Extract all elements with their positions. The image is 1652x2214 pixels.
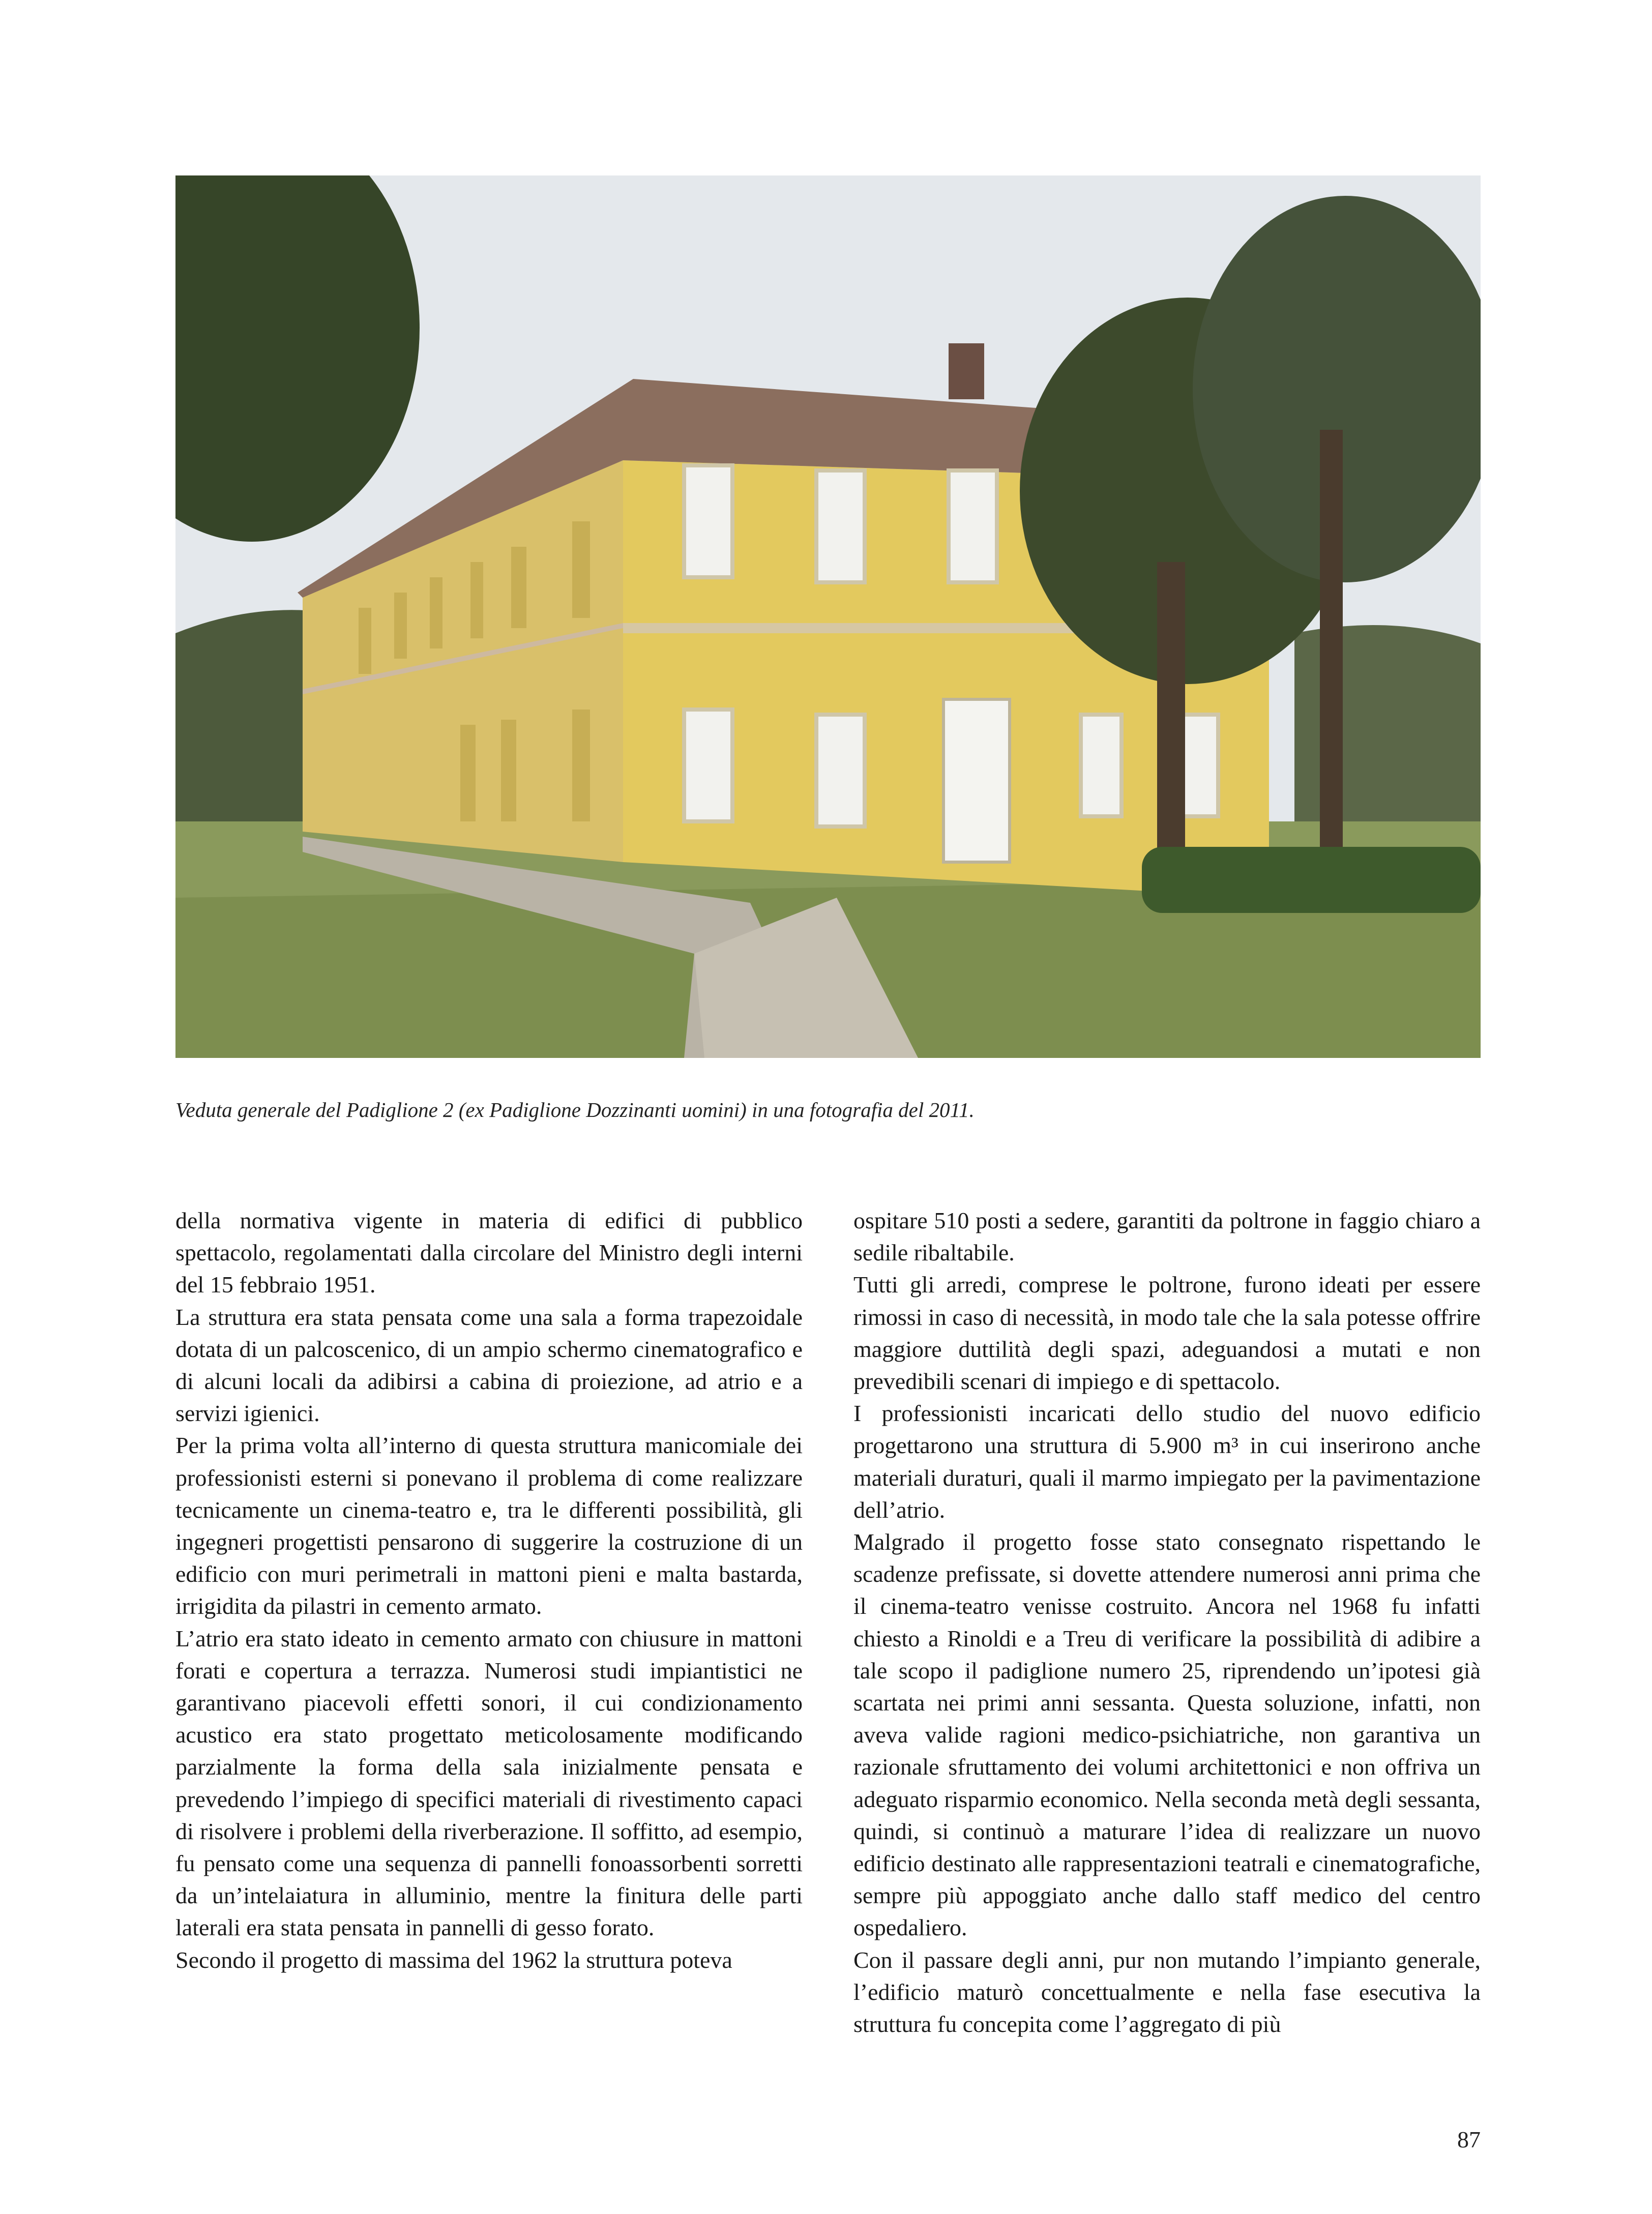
paragraph: della normativa vigente in materia di edifici di pubblico spettacolo, regolamentati dalla circolare del Ministro degli interni del 15 febbraio 1951. [175, 1207, 803, 1298]
paragraph: Secondo il progetto di massima del 1962 la struttura poteva [175, 1946, 732, 1973]
paragraph: L’atrio era stato ideato in cemento armato con chiusure in mattoni forati e copertura a terrazza. Numerosi studi impiantistici ne garantivano piacevoli effetti sonori, il cui condizionamento acustico era stato progettato meticolosamente modificando parzialmente la forma della sala inizialmente pensata e prevedendo l’impiego di specifici materiali di rivestimento capaci di risolvere i problemi della riverberazione. Il soffitto, ad esempio, fu pensato come una sequenza di pannelli fonoassorbenti sorretti da un’intelaiatura in alluminio, mentre la finitura delle parti laterali era stata pensata in pannelli di gesso forato. [175, 1625, 803, 1941]
paragraph: Per la prima volta all’interno di questa struttura manicomiale dei professionisti esterni si ponevano il problema di come realizzare tecnicamente un cinema-teatro e, tra le differenti possibilità, gli ingegneri progettisti pensarono di suggerire la costruzione di un edificio con muri perimetrali in mattoni pieni e malta bastarda, irrigidita da pilastri in cemento armato. [175, 1432, 803, 1619]
paragraph: ospitare 510 posti a sedere, garantiti da poltrone in faggio chiaro a sedile ribaltabile. [853, 1207, 1481, 1266]
paragraph: La struttura era stata pensata come una sala a forma trapezoidale dotata di un palcoscenico, di un ampio schermo cinematografico e di alcuni locali da adibirsi a cabina di proiezione, ad atrio e a servizi igienici. [175, 1304, 803, 1427]
left-text-column [175, 1204, 803, 1976]
paragraph: Tutti gli arredi, comprese le poltrone, furono ideati per essere rimossi in caso di necessità, in modo tale che la sala potesse offrire maggiore duttilità degli spazi, adeguandosi a mutati e non prevedibili scenari di impiego e di spettacolo. [853, 1272, 1481, 1395]
right-text-column [853, 1204, 1481, 2040]
page-number: 87 [1457, 2127, 1481, 2152]
paragraph: Con il passare degli anni, pur non mutando l’impianto generale, l’edificio maturò concettualmente e nella fase esecutiva la struttura fu concepita come l’aggregato di più [853, 1946, 1481, 2038]
paragraph: Malgrado il progetto fosse stato consegnato rispettando le scadenze prefissate, si dovette attendere numerosi anni prima che il cinema-teatro venisse costruito. Ancora nel 1968 fu infatti chiesto a Rinoldi e a Treu di verificare la possibilità di adibire a tale scopo il padiglione numero 25, riprendendo un’ipotesi già scartata nei primi anni sessanta. Questa soluzione, infatti, non aveva valide ragioni medico-psichiatriche, non garantiva un razionale sfruttamento dei volumi architettonici e non offriva un adeguato risparmio economico. Nella seconda metà degli sessanta, quindi, si continuò a maturare l’idea di realizzare un nuovo edificio destinato alle rappresentazioni teatrali e cinematografiche, sempre più appoggiato anche dallo staff medico del centro ospedaliero. [853, 1529, 1481, 1941]
paragraph: I professionisti incaricati dello studio del nuovo edificio progettarono una struttura di 5.900 m³ in cui inserirono anche materiali duraturi, quali il marmo impiegato per la pavimentazione dell’atrio. [853, 1400, 1481, 1523]
building-photo [175, 175, 1481, 1058]
photo-caption: Veduta generale del Padiglione 2 (ex Padiglione Dozzinanti uomini) in una fotografia del 2011. [175, 1098, 975, 1121]
